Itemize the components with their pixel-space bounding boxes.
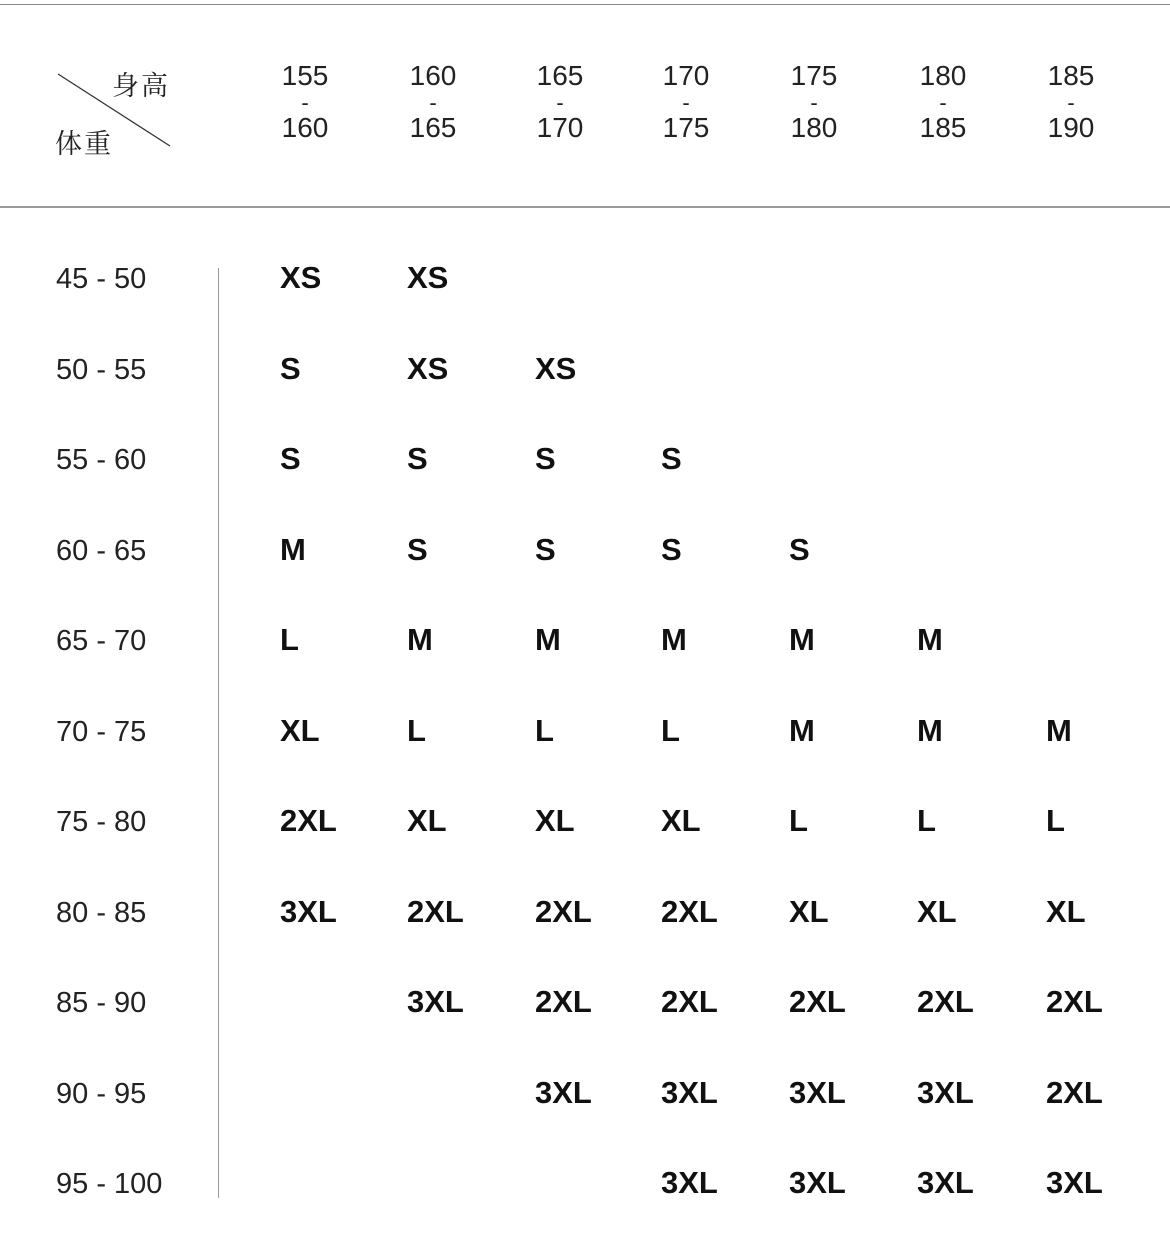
size-cell: 2XL <box>789 984 846 1019</box>
size-cell: XL <box>661 803 701 838</box>
height-from: 170 <box>662 60 710 91</box>
size-cell: XS <box>280 260 322 295</box>
size-cell: 3XL <box>661 1075 718 1110</box>
size-cell: L <box>661 713 680 748</box>
size-cell: M <box>407 622 433 657</box>
size-cell: L <box>789 803 808 838</box>
size-cell: L <box>535 713 554 748</box>
weight-row-label: 55 - 60 <box>56 444 147 476</box>
weight-row-label: 70 - 75 <box>56 716 147 748</box>
height-to: 180 <box>790 112 838 143</box>
size-cell: 3XL <box>407 984 464 1019</box>
weight-row-label: 90 - 95 <box>56 1078 147 1110</box>
size-cell: 3XL <box>1046 1165 1103 1200</box>
height-to: 170 <box>536 112 584 143</box>
height-range-dash: - <box>301 90 309 115</box>
size-cell: L <box>407 713 426 748</box>
weight-row-label: 60 - 65 <box>56 535 147 567</box>
size-cell: S <box>661 441 682 476</box>
weight-row-label: 50 - 55 <box>56 354 147 386</box>
height-range-dash: - <box>939 90 947 115</box>
size-cell: L <box>280 622 299 657</box>
size-cell: S <box>280 351 301 386</box>
size-cell: XS <box>535 351 577 386</box>
top-divider <box>0 4 1170 5</box>
size-cell: S <box>535 441 556 476</box>
height-to: 165 <box>409 112 457 143</box>
height-range-dash: - <box>810 90 818 115</box>
height-range-dash: - <box>556 90 564 115</box>
size-cell: XS <box>407 260 449 295</box>
size-cell: M <box>280 532 306 567</box>
size-cell: S <box>661 532 682 567</box>
weight-row-label: 65 - 70 <box>56 625 147 657</box>
height-column-header <box>255 62 355 142</box>
height-range-dash: - <box>682 90 690 115</box>
size-cell: S <box>789 532 810 567</box>
size-cell: 2XL <box>661 894 718 929</box>
height-to: 190 <box>1047 112 1095 143</box>
size-cell: 2XL <box>661 984 718 1019</box>
size-cell: 2XL <box>535 894 592 929</box>
height-to: 185 <box>919 112 967 143</box>
size-cell: 3XL <box>789 1075 846 1110</box>
height-range-dash: - <box>1067 90 1075 115</box>
size-cell: 2XL <box>280 803 337 838</box>
size-cell: M <box>917 713 943 748</box>
size-cell: XL <box>1046 894 1086 929</box>
size-cell: 2XL <box>535 984 592 1019</box>
weight-row-label: 80 - 85 <box>56 897 147 929</box>
size-cell: 3XL <box>280 894 337 929</box>
weight-row-label: 85 - 90 <box>56 987 147 1019</box>
size-cell: 3XL <box>535 1075 592 1110</box>
height-from: 175 <box>790 60 838 91</box>
height-to: 175 <box>662 112 710 143</box>
height-to: 160 <box>281 112 329 143</box>
height-column-header <box>510 62 610 142</box>
size-cell: M <box>789 622 815 657</box>
size-cell: S <box>535 532 556 567</box>
size-cell: XS <box>407 351 449 386</box>
size-cell: XL <box>407 803 447 838</box>
height-from: 180 <box>919 60 967 91</box>
weight-axis-label: 体重 <box>55 129 113 159</box>
size-cell: L <box>1046 803 1065 838</box>
weight-row-label: 75 - 80 <box>56 806 147 838</box>
size-cell: 2XL <box>1046 1075 1103 1110</box>
size-cell: 2XL <box>917 984 974 1019</box>
height-column-header <box>764 62 864 142</box>
height-from: 155 <box>281 60 329 91</box>
size-cell: 2XL <box>407 894 464 929</box>
size-cell: S <box>407 441 428 476</box>
size-cell: XL <box>280 713 320 748</box>
size-cell: 2XL <box>1046 984 1103 1019</box>
height-column-header <box>1021 62 1121 142</box>
header-divider <box>0 206 1170 208</box>
height-axis-label: 身高 <box>112 71 170 101</box>
size-cell: S <box>407 532 428 567</box>
height-from: 185 <box>1047 60 1095 91</box>
weight-row-label: 45 - 50 <box>56 263 147 295</box>
size-cell: 3XL <box>789 1165 846 1200</box>
size-cell: 3XL <box>917 1165 974 1200</box>
size-cell: S <box>280 441 301 476</box>
height-column-header <box>383 62 483 142</box>
size-cell: XL <box>535 803 575 838</box>
size-cell: 3XL <box>917 1075 974 1110</box>
size-cell: M <box>535 622 561 657</box>
size-cell: M <box>661 622 687 657</box>
height-column-header <box>893 62 993 142</box>
weight-row-label: 95 - 100 <box>56 1168 163 1200</box>
height-range-dash: - <box>429 90 437 115</box>
size-cell: M <box>789 713 815 748</box>
row-label-divider <box>218 268 219 1198</box>
height-column-header <box>636 62 736 142</box>
size-cell: XL <box>917 894 957 929</box>
height-from: 160 <box>409 60 457 91</box>
size-cell: 3XL <box>661 1165 718 1200</box>
size-cell: XL <box>789 894 829 929</box>
height-from: 165 <box>536 60 584 91</box>
size-cell: M <box>917 622 943 657</box>
corner-header <box>52 58 177 158</box>
size-cell: L <box>917 803 936 838</box>
size-cell: M <box>1046 713 1072 748</box>
